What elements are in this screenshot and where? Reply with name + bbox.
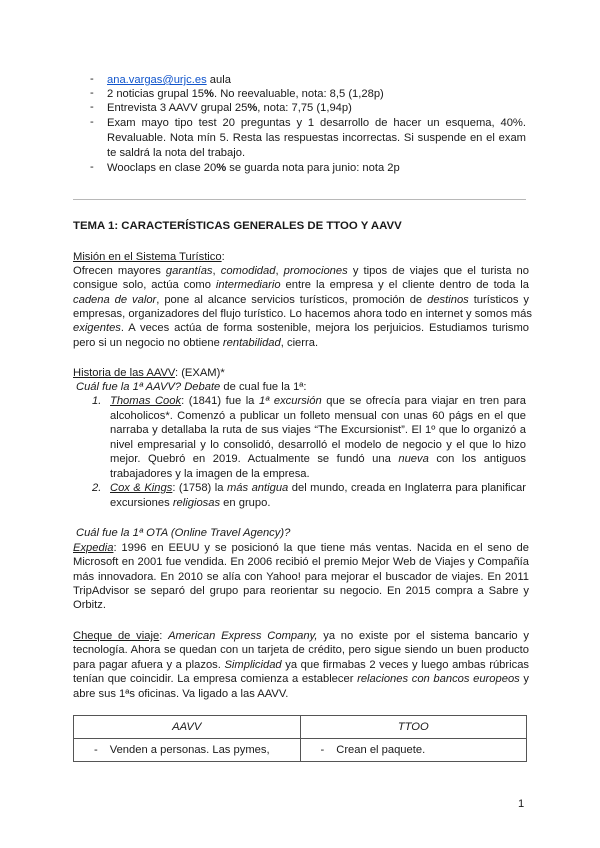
list-item-exam-line1: Exam mayo tipo test 20 preguntas y 1 desarrollo de hacer un esquema, 40%. [107, 117, 526, 129]
list-item-exam-line2: Revaluable. Nota mín 5. Resta las respuestas incorrectas. Si suspende en el exam [107, 132, 526, 144]
list-item-wooclaps: Wooclaps en clase 20% se guarda nota para junio: nota 2p [107, 162, 400, 174]
expedia-line: Orbitz. [73, 599, 106, 611]
comparison-table [73, 715, 527, 762]
list-item-exam-line3: te saldrá la nota del trabajo. [107, 147, 246, 159]
cox-kings-line: excursiones religiosas en grupo. [110, 497, 271, 509]
cox-kings-line: Cox & Kings: (1758) la más antigua del mundo, creada en Inglaterra para planificar [110, 482, 527, 494]
mision-title-line: Misión en el Sistema Turístico: [73, 251, 225, 263]
cheque-title: Cheque de viaje [73, 630, 160, 642]
cheque-line: para pagar afuera y a plazos. Simplicidad ya que firmabas 2 veces y luego ambas rúbricas [73, 659, 530, 671]
list-item-contact: ana.vargas@urjc.es aula [107, 74, 231, 86]
thomas-cook-line: nivel empresarial y lo consolidó, desarrolló el modelo de negocio y el que lo hizo [110, 439, 526, 451]
mision-line: Ofrecen mayores garantías, comodidad, promociones y tipos de viajes que el turista no [73, 265, 529, 277]
mision-line: pero si un negocio no obtiene rentabilidad, cierra. [73, 337, 319, 349]
thomas-cook-name: Thomas Cook [110, 395, 182, 407]
table-row [74, 739, 527, 762]
table-header-aavv: AAVV [74, 716, 301, 739]
section-heading: TEMA 1: CARACTERÍSTICAS GENERALES DE TTOO Y AAVV [73, 220, 402, 232]
cheque-line: tenían que coincidir. La empresa comienza a establecer relaciones con bancos europeos y [73, 673, 529, 685]
section-divider [73, 199, 526, 200]
expedia-name: Expedia [73, 542, 114, 554]
expedia-line: más innovadora. En 2010 se alía con Yahoo! para mejorar el buscador de viajes. En 2011 [73, 571, 529, 583]
thomas-cook-line: trabajadores y la imagen de la empresa. [110, 468, 310, 480]
list-number: 1. [92, 395, 102, 407]
cheque-line: Cheque de viaje: American Express Company, ya no existe por el sistema bancario y [73, 630, 530, 642]
ota-question: Cuál fue la 1ª OTA (Online Travel Agency)? [76, 527, 291, 539]
historia-question: Cuál fue la 1ª AAVV? Debate de cual fue la 1ª: [76, 381, 307, 393]
list-dash: - [90, 87, 94, 99]
list-dash: - [90, 161, 94, 173]
table-cell-aavv: - Venden a personas. Las pymes, [74, 739, 301, 762]
list-dash: - [90, 116, 94, 128]
expedia-line: TripAdvisor se separó del grupo para reorientar su negocio. En 2015 compra a Sabre y [73, 585, 529, 597]
thomas-cook-line: narraba y detallaba la ruta de sus viajes “The Excursionist”. El 1º que lo organizó a [110, 424, 526, 436]
expedia-line: Expedia: 1996 en EEUU y se posicionó la que tiene más ventas. Nacida en el seno de [73, 542, 529, 554]
expedia-line: Microsoft en 2001 fue vendida. En 2006 recibió el premio Mejor Web de Viajes y Compañía [73, 556, 529, 568]
mision-title: Misión en el Sistema Turístico [73, 251, 222, 263]
list-number: 2. [92, 482, 102, 494]
table-header-ttoo: TTOO [300, 716, 527, 739]
cox-kings-name: Cox & Kings [110, 482, 173, 494]
cheque-line: abre sus 1ªs oficinas. Va ligado a las AAVV. [73, 688, 289, 700]
mision-line: exigentes. A veces actúa de forma sostenible, mejora los perjuicios. Estudiamos turismo [73, 322, 529, 334]
table-header-row [74, 716, 527, 739]
thomas-cook-line: mejor. Quebró en 2019. Actualmente se fundó una nueva con los antiguos [110, 453, 526, 465]
thomas-cook-line: Thomas Cook: (1841) fue la 1ª excursión que se ofrecía para viajar en tren para [110, 395, 527, 407]
page-number: 1 [518, 798, 525, 810]
list-item-entrevista: Entrevista 3 AAVV grupal 25%, nota: 7,75 (1,94p) [107, 102, 352, 114]
email-link[interactable]: ana.vargas@urjc.es [107, 74, 207, 86]
historia-title-line: Historia de las AAVV: (EXAM)* [73, 367, 225, 379]
cheque-line: tecnología. Ahora se quedan con un tarjeta de crédito, pero sigue siendo un buen producto [73, 644, 529, 656]
mision-line: empresas, organizadores del flujo turístico. Lo hacemos ahora todo en internet y somos más [73, 308, 532, 320]
list-dash: - [90, 101, 94, 113]
thomas-cook-line: alcoholicos*. Comenzó a publicar un folleto mensual con unas 60 págs en el que [110, 410, 526, 422]
list-item-noticias: 2 noticias grupal 15%. No reevaluable, nota: 8,5 (1,28p) [107, 88, 384, 100]
mision-line: cadena de valor, pone al alcance servicios turísticos, promoción de destinos turísticos y [73, 294, 529, 306]
historia-title: Historia de las AAVV [73, 367, 175, 379]
table-cell-ttoo: - Crean el paquete. [300, 739, 527, 762]
mision-line: consigue solo, actúa como intermediario entre la empresa y el cliente dentro de toda la [73, 279, 529, 291]
list-dash: - [90, 73, 94, 85]
